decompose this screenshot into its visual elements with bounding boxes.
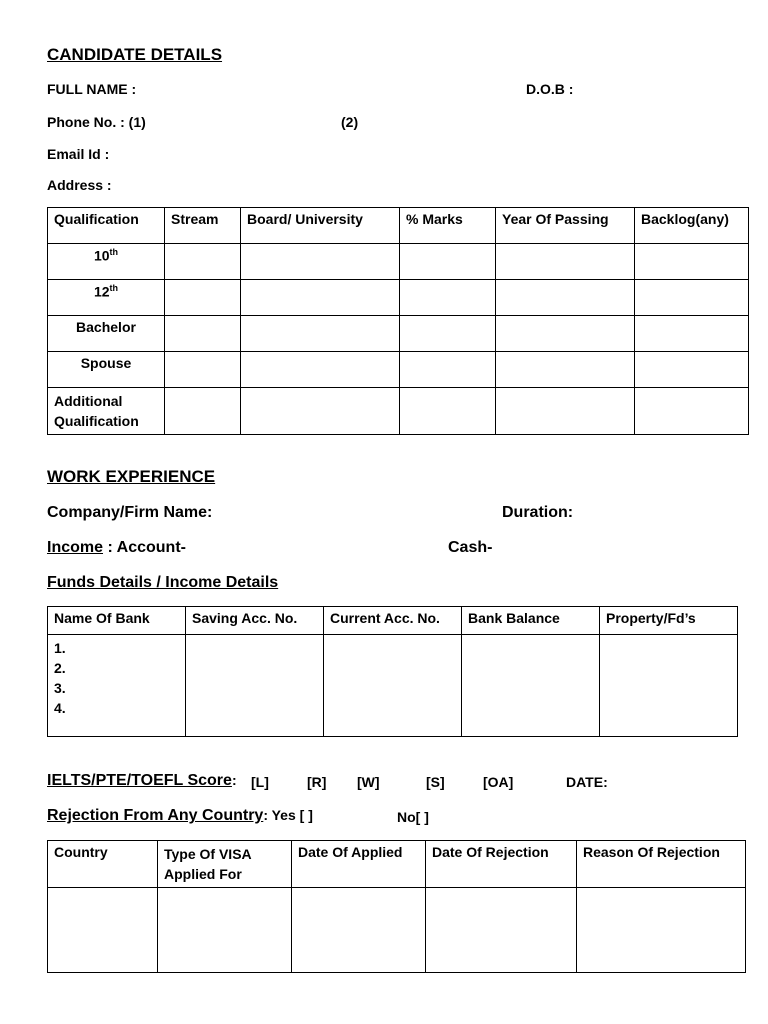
list-item: 1.: [54, 640, 66, 656]
dob-label: D.O.B :: [526, 81, 574, 97]
table-cell[interactable]: [496, 388, 635, 435]
bank-header-property: Property/Fd’s: [600, 607, 738, 635]
list-item: 3.: [54, 680, 66, 696]
table-cell[interactable]: [635, 388, 749, 435]
table-row: [48, 316, 749, 352]
table-cell[interactable]: [241, 280, 400, 316]
qual-row-sup: th: [109, 247, 119, 257]
table-cell[interactable]: [600, 635, 738, 737]
qual-header-stream: Stream: [165, 208, 241, 244]
table-cell[interactable]: [241, 244, 400, 280]
table-cell[interactable]: [158, 888, 292, 973]
qual-header-year: Year Of Passing: [496, 208, 635, 244]
table-cell[interactable]: [635, 244, 749, 280]
qual-header-qualification: Qualification: [48, 208, 165, 244]
address-label: Address :: [47, 177, 112, 193]
qual-row-12th: [48, 280, 165, 316]
qual-row-bachelor: Bachelor: [48, 316, 165, 352]
table-cell[interactable]: [165, 244, 241, 280]
score-colon: :: [231, 772, 237, 788]
table-cell[interactable]: [426, 888, 577, 973]
table-cell[interactable]: [400, 280, 496, 316]
rej-header-visa: Type Of VISA Applied For: [158, 841, 292, 888]
score-oa: [OA]: [483, 774, 514, 790]
score-label: IELTS/PTE/TOEFL Score: [47, 772, 232, 789]
table-row: [48, 352, 749, 388]
bank-header-row: [48, 607, 738, 635]
account-label: : Account-: [103, 539, 186, 556]
table-row: [48, 388, 749, 435]
qualification-header-row: [48, 208, 749, 244]
qual-row-spouse: Spouse: [48, 352, 165, 388]
table-cell[interactable]: [577, 888, 746, 973]
table-cell[interactable]: [635, 316, 749, 352]
table-cell[interactable]: [165, 352, 241, 388]
bank-header-saving: Saving Acc. No.: [186, 607, 324, 635]
bank-header-balance: Bank Balance: [462, 607, 600, 635]
full-name-label: FULL NAME :: [47, 81, 137, 97]
score-line: [47, 772, 237, 790]
table-cell[interactable]: [635, 352, 749, 388]
table-cell[interactable]: [496, 316, 635, 352]
qual-row-label: 12: [93, 283, 110, 300]
table-cell[interactable]: [496, 244, 635, 280]
score-w: [W]: [357, 774, 380, 790]
qual-row-label: 10: [93, 247, 110, 264]
qual-header-marks: % Marks: [400, 208, 496, 244]
cash-label: Cash-: [448, 539, 493, 556]
table-cell[interactable]: [400, 388, 496, 435]
table-cell[interactable]: [241, 316, 400, 352]
duration-label: Duration:: [502, 504, 574, 521]
rej-header-reason: Reason Of Rejection: [577, 841, 746, 888]
table-row: [48, 244, 749, 280]
qual-row-additional: Additional Qualification: [48, 388, 165, 435]
table-cell[interactable]: [635, 280, 749, 316]
candidate-details-heading: CANDIDATE DETAILS: [47, 45, 223, 64]
rejection-line: [47, 807, 313, 825]
funds-heading: Funds Details / Income Details: [47, 574, 279, 591]
phone2-label: (2): [341, 114, 359, 130]
qual-header-board: Board/ University: [241, 208, 400, 244]
table-cell[interactable]: [400, 352, 496, 388]
table-cell[interactable]: [241, 352, 400, 388]
table-cell[interactable]: [400, 316, 496, 352]
score-s: [S]: [426, 774, 445, 790]
table-cell[interactable]: [462, 635, 600, 737]
rejection-label: Rejection From Any Country: [47, 807, 264, 824]
qual-header-backlog: Backlog(any): [635, 208, 749, 244]
list-item: 4.: [54, 700, 66, 716]
qual-row-sup: th: [109, 283, 119, 293]
score-l: [L]: [251, 774, 269, 790]
score-r: [R]: [307, 774, 327, 790]
company-label: Company/Firm Name:: [47, 504, 213, 521]
rejection-yes: : Yes [ ]: [263, 807, 313, 823]
rej-header-applied: Date Of Applied: [292, 841, 426, 888]
rej-header-rejection-date: Date Of Rejection: [426, 841, 577, 888]
income-label: Income: [47, 539, 104, 556]
list-item: 2.: [54, 660, 66, 676]
rejection-header-row: [48, 841, 746, 888]
table-cell[interactable]: [186, 635, 324, 737]
table-cell[interactable]: [241, 388, 400, 435]
rej-header-country: Country: [48, 841, 158, 888]
table-cell[interactable]: [165, 316, 241, 352]
table-cell[interactable]: [48, 888, 158, 973]
table-cell[interactable]: [400, 244, 496, 280]
table-cell[interactable]: [324, 635, 462, 737]
work-experience-heading: WORK EXPERIENCE: [47, 467, 216, 486]
bank-table: [47, 606, 738, 737]
table-row: [48, 280, 749, 316]
table-row: [48, 635, 738, 737]
table-cell[interactable]: [165, 388, 241, 435]
email-label: Email Id :: [47, 146, 110, 162]
table-cell[interactable]: [496, 352, 635, 388]
rejection-no: No[ ]: [397, 809, 429, 825]
table-row: [48, 888, 746, 973]
qualification-table: [47, 207, 749, 435]
bank-header-name: Name Of Bank: [48, 607, 186, 635]
income-line: [47, 539, 186, 557]
rejection-table: [47, 840, 746, 973]
table-cell[interactable]: [292, 888, 426, 973]
bank-header-current: Current Acc. No.: [324, 607, 462, 635]
phone-label: Phone No. : (1): [47, 114, 146, 130]
table-cell[interactable]: [165, 280, 241, 316]
bank-name-cell[interactable]: [48, 635, 186, 737]
table-cell[interactable]: [496, 280, 635, 316]
qual-row-10th: [48, 244, 165, 280]
score-date: DATE:: [566, 774, 608, 790]
